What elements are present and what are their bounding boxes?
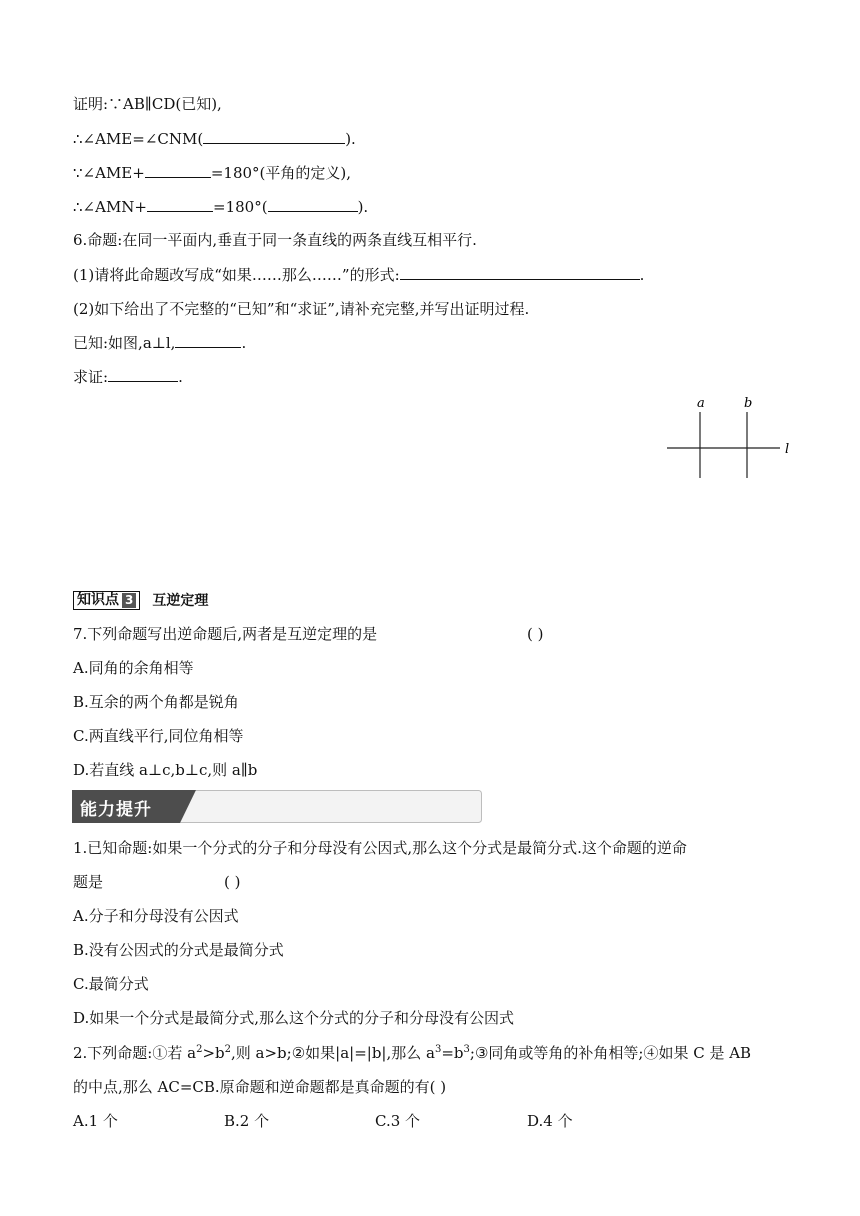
- q6-stem: 6.命题:在同一平面内,垂直于同一条直线的两条直线互相平行.: [73, 231, 477, 249]
- p2-sup: 2: [196, 1044, 203, 1055]
- section-header: [73, 590, 208, 610]
- proof-line-4-mid: =180°(: [213, 198, 268, 216]
- section-badge: [73, 591, 140, 610]
- q6-known-end: .: [241, 334, 247, 352]
- p1-option-c[interactable]: C.最简分式: [73, 975, 149, 993]
- section-title: 互逆定理: [152, 593, 209, 609]
- answer-blank[interactable]: [147, 197, 213, 212]
- label-b: b: [744, 396, 753, 411]
- answer-blank[interactable]: [175, 333, 241, 348]
- p2-option-d[interactable]: D.4 个: [527, 1112, 573, 1130]
- section-badge-label: 知识点: [77, 591, 119, 608]
- q6-part2: (2)如下给出了不完整的“已知”和“求证”,请补充完整,并写出证明过程.: [73, 300, 530, 318]
- p1-stem-line1: 1.已知命题:如果一个分式的分子和分母没有公因式,那么这个分式是最简分式.这个命题的逆命: [73, 839, 687, 857]
- p2-option-b[interactable]: B.2 个: [224, 1112, 270, 1130]
- p1-option-d[interactable]: D.如果一个分式是最简分式,那么这个分式的分子和分母没有公因式: [73, 1009, 515, 1027]
- answer-blank[interactable]: [203, 129, 345, 144]
- p2-stem-part-d: =b: [441, 1044, 464, 1062]
- q7-option-b[interactable]: B.互余的两个角都是锐角: [73, 693, 239, 711]
- q7-stem: 7.下列命题写出逆命题后,两者是互逆定理的是: [73, 625, 378, 643]
- q6-known: [73, 333, 246, 353]
- p1-option-a[interactable]: A.分子和分母没有公因式: [73, 907, 239, 925]
- p2-stem-line1: [73, 1043, 751, 1063]
- p1-option-b[interactable]: B.没有公因式的分式是最简分式: [73, 941, 284, 959]
- q6-prove-end: .: [178, 368, 183, 386]
- q6-part1: [73, 265, 644, 285]
- proof-line-4-text: ∴∠AMN+: [73, 198, 147, 216]
- q6-part1-end: .: [639, 266, 645, 284]
- p1-stem-line2: 题是: [73, 873, 104, 891]
- banner-title: 能力提升: [80, 800, 152, 820]
- p2-sup: 3: [434, 1044, 442, 1055]
- p2-stem-part-c: ,则 a>b;②如果|a|=|b|,那么 a: [231, 1044, 435, 1062]
- p2-sup: 3: [463, 1044, 470, 1055]
- p1-answer-paren[interactable]: ( ): [224, 873, 241, 891]
- proof-line-3: [73, 163, 351, 183]
- proof-line-2-text: ∴∠AME=∠CNM(: [73, 130, 204, 148]
- p2-stem-part-e: ;③同角或等角的补角相等;④如果 C 是 AB: [469, 1044, 752, 1062]
- proof-line-3-text: ∵∠AME+: [73, 164, 145, 182]
- answer-blank[interactable]: [400, 265, 640, 280]
- p2-option-a[interactable]: A.1 个: [73, 1112, 118, 1130]
- q7-answer-paren[interactable]: ( ): [527, 625, 544, 643]
- proof-line-2: [73, 129, 356, 149]
- q6-part1-text: (1)请将此命题改写成“如果……那么……”的形式:: [73, 266, 400, 284]
- q7-option-d[interactable]: D.若直线 a⊥c,b⊥c,则 a∥b: [73, 761, 258, 779]
- p2-sup: 2: [224, 1044, 231, 1055]
- proof-line-3-end: =180°(平角的定义),: [210, 164, 351, 182]
- q6-known-text: 已知:如图,a⊥l,: [73, 334, 176, 352]
- p2-stem-line2: 的中点,那么 AC=CB.原命题和逆命题都是真命题的有( ): [73, 1078, 447, 1096]
- proof-line-4-end: ).: [357, 198, 369, 216]
- p2-stem-part-b: >b: [202, 1044, 225, 1062]
- p2-option-c[interactable]: C.3 个: [375, 1112, 421, 1130]
- answer-blank[interactable]: [108, 367, 178, 382]
- proof-line-1: 证明:∵AB∥CD(已知),: [73, 95, 222, 113]
- q7-option-c[interactable]: C.两直线平行,同位角相等: [73, 727, 244, 745]
- q6-prove-text: 求证:: [73, 368, 109, 386]
- q6-prove: [73, 367, 183, 387]
- answer-blank[interactable]: [145, 163, 211, 178]
- section-badge-number: 3: [122, 593, 136, 608]
- proof-line-4: [73, 197, 368, 217]
- perpendicular-lines-figure: [660, 390, 800, 485]
- q7-option-a[interactable]: A.同角的余角相等: [73, 659, 194, 677]
- ability-banner: [72, 790, 482, 823]
- p2-stem-part-a: 2.下列命题:①若 a: [73, 1044, 197, 1062]
- answer-blank[interactable]: [268, 197, 358, 212]
- proof-line-2-end: ).: [345, 130, 356, 148]
- label-a: a: [697, 396, 705, 411]
- label-l: l: [785, 442, 790, 457]
